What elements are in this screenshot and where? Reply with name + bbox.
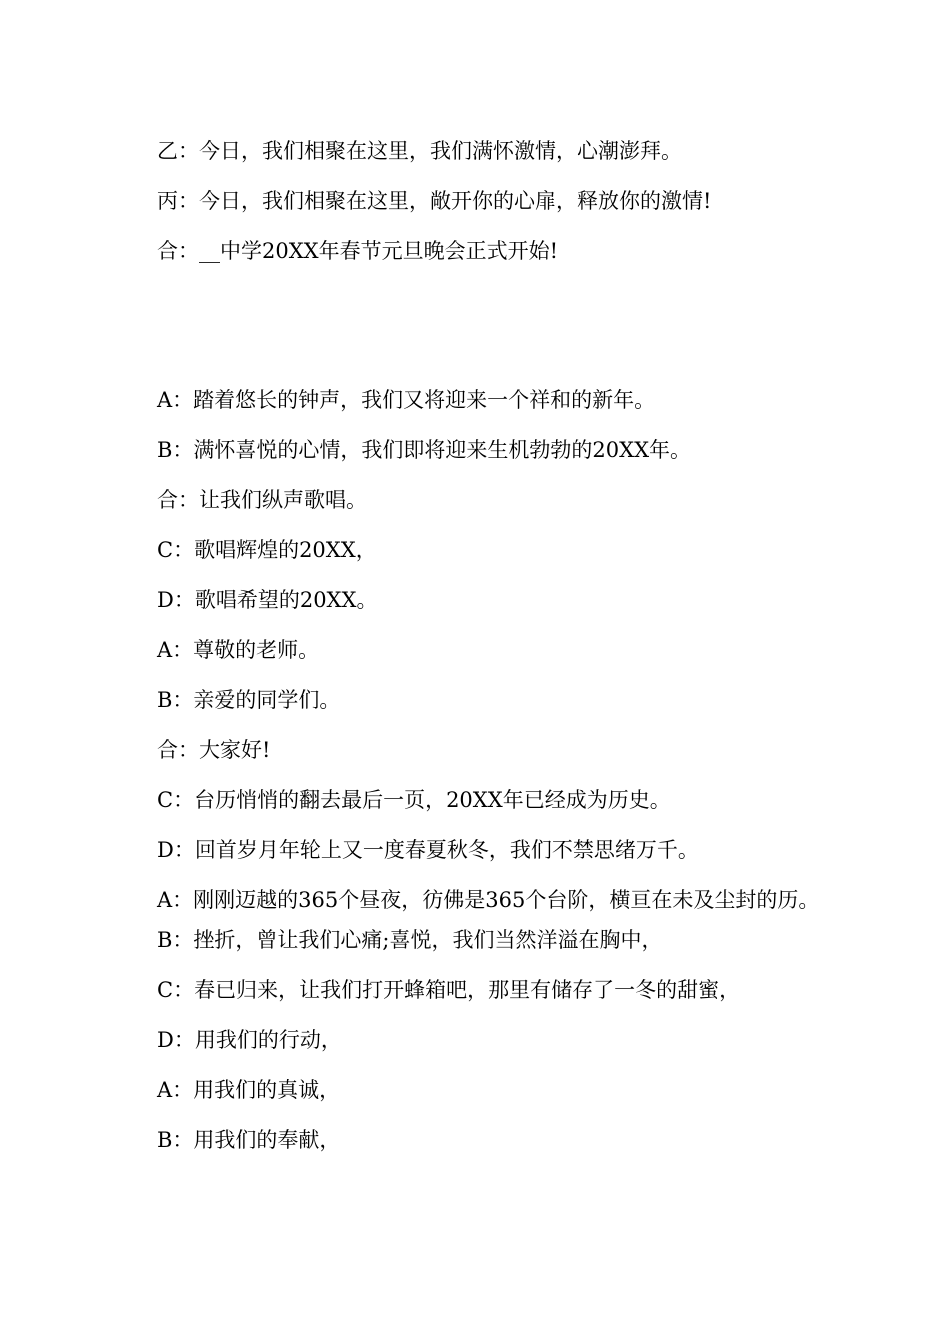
script-line: 合：大家好! xyxy=(157,738,271,762)
script-line: B：挫折，曾让我们心痛;喜悦，我们当然洋溢在胸中， xyxy=(157,928,663,952)
script-line: D：回首岁月年轮上又一度春夏秋冬，我们不禁思绪万千。 xyxy=(157,838,699,862)
script-line: C：台历悄悄的翻去最后一页，20XX年已经成为历史。 xyxy=(157,788,671,812)
script-line: 合：__中学20XX年春节元旦晚会正式开始! xyxy=(157,239,559,263)
script-line: D：用我们的行动， xyxy=(157,1028,342,1052)
script-line: 丙：今日，我们相聚在这里，敞开你的心扉，释放你的激情! xyxy=(157,189,712,213)
script-line: D：歌唱希望的20XX。 xyxy=(157,588,378,612)
script-line: B：亲爱的同学们。 xyxy=(157,688,341,712)
script-line: 乙：今日，我们相聚在这里，我们满怀激情，心潮澎拜。 xyxy=(157,139,682,163)
script-line: A：踏着悠长的钟声，我们又将迎来一个祥和的新年。 xyxy=(157,388,656,412)
script-line: B：用我们的奉献， xyxy=(157,1128,341,1152)
main-section xyxy=(145,385,825,1175)
script-line: A：用我们的真诚， xyxy=(157,1078,341,1102)
script-line: C：歌唱辉煌的20XX， xyxy=(157,538,377,562)
script-line: A：尊敬的老师。 xyxy=(157,638,320,662)
script-line: A：刚刚迈越的365个昼夜，彷佛是365个台阶，横亘在未及尘封的历。 xyxy=(157,888,820,912)
script-line: B：满怀喜悦的心情，我们即将迎来生机勃勃的20XX年。 xyxy=(157,438,692,462)
script-line: C：春已归来，让我们打开蜂箱吧，那里有储存了一冬的甜蜜， xyxy=(157,978,741,1002)
opening-section xyxy=(145,136,825,286)
script-line: 合：让我们纵声歌唱。 xyxy=(157,488,367,512)
